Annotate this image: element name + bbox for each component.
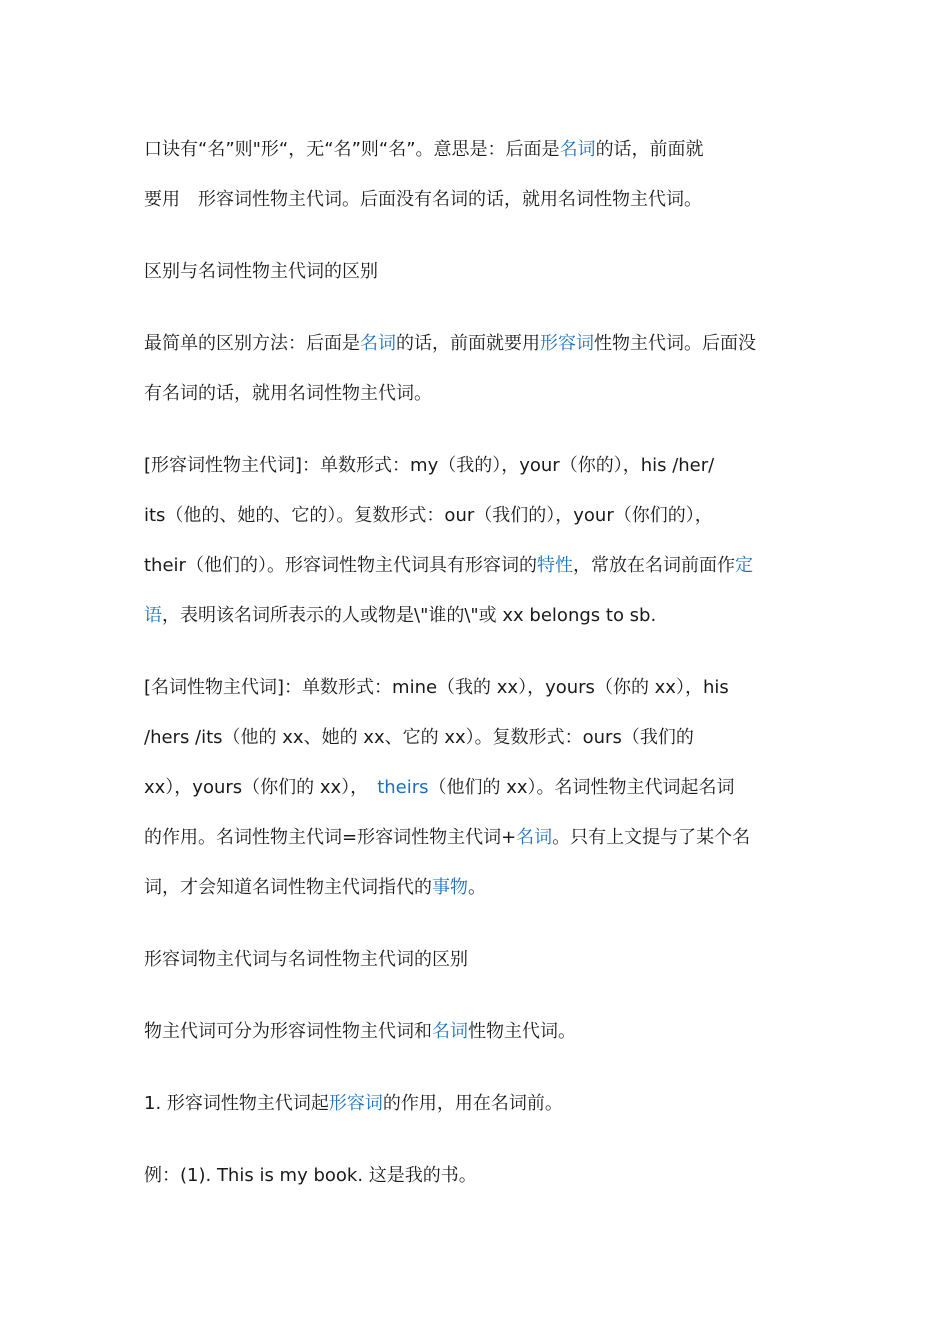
document-page — [144, 125, 809, 1223]
text-segment: 区别与名词性物主代词的区别 — [144, 261, 378, 282]
text-line — [144, 319, 809, 369]
text-line — [144, 713, 809, 763]
text-segment: xx），yours（你们的 xx）， — [144, 777, 378, 798]
text-segment: 形容词物主代词与名词性物主代词的区别 — [144, 949, 468, 970]
hyperlink[interactable]: theirs — [377, 777, 429, 798]
text-segment: /hers /its（他的 xx、她的 xx、它的 xx）。复数形式：ours（我们的 — [144, 727, 694, 748]
text-segment: 词，才会知道名词性物主代词指代的 — [144, 877, 432, 898]
text-segment: [形容词性物主代词]：单数形式：my（我的），your（你的），his /her/ — [144, 455, 715, 476]
text-line — [144, 591, 809, 641]
text-line — [144, 369, 809, 419]
paragraph — [144, 935, 809, 985]
hyperlink[interactable]: 特性 — [536, 555, 573, 576]
text-segment: its（他的、她的、它的）。复数形式：our（我们的），your（你们的）， — [144, 505, 713, 526]
text-line — [144, 541, 809, 591]
text-line — [144, 663, 809, 713]
text-segment: ，表明该名词所表示的人或物是\"谁的\"或 xx belongs to sb. — [162, 605, 657, 626]
text-segment: 的话，前面就要用 — [396, 333, 540, 354]
text-segment: 的作用。名词性物主代词=形容词性物主代词+ — [144, 827, 517, 848]
text-line — [144, 247, 809, 297]
hyperlink[interactable]: 名词 — [516, 827, 553, 848]
text-segment: ，常放在名词前面作 — [572, 555, 735, 576]
text-segment: 物主代词可分为形容词性物主代词和 — [144, 1021, 432, 1042]
text-segment: 。只有上文提与了某个名 — [552, 827, 751, 848]
paragraph — [144, 441, 809, 641]
text-segment: 1. 形容词性物主代词起 — [144, 1093, 329, 1114]
paragraph — [144, 1007, 809, 1057]
text-line — [144, 935, 809, 985]
text-segment: 例：(1). This is my book. 这是我的书。 — [144, 1165, 477, 1186]
text-line — [144, 763, 809, 813]
text-segment: 。 — [468, 877, 486, 898]
text-segment: 的作用，用在名词前。 — [382, 1093, 563, 1114]
text-segment: [名词性物主代词]：单数形式：mine（我的 xx），yours（你的 xx），his — [144, 677, 729, 698]
paragraph — [144, 1079, 809, 1129]
text-line — [144, 125, 809, 175]
text-line — [144, 1151, 809, 1201]
text-segment: 要用 形容词性物主代词。后面没有名词的话，就用名词性物主代词。 — [144, 189, 702, 210]
text-line — [144, 813, 809, 863]
text-segment: 的话，前面就 — [595, 139, 704, 160]
paragraph — [144, 247, 809, 297]
hyperlink[interactable]: 定 — [734, 555, 753, 576]
hyperlink[interactable]: 名词 — [559, 139, 596, 160]
paragraph — [144, 1151, 809, 1201]
text-line — [144, 1079, 809, 1129]
hyperlink[interactable]: 形容词 — [540, 333, 594, 354]
hyperlink[interactable]: 名词 — [360, 333, 396, 354]
text-line — [144, 863, 809, 913]
text-segment: their（他们的）。形容词性物主代词具有形容词的 — [144, 555, 537, 576]
hyperlink[interactable]: 名词 — [432, 1021, 468, 1042]
text-segment: 性物主代词。 — [468, 1021, 576, 1042]
paragraph — [144, 125, 809, 225]
text-segment: 有名词的话，就用名词性物主代词。 — [144, 383, 432, 404]
paragraph — [144, 663, 809, 913]
hyperlink[interactable]: 事物 — [432, 877, 468, 898]
paragraph — [144, 319, 809, 419]
text-line — [144, 175, 809, 225]
text-line — [144, 441, 809, 491]
hyperlink[interactable]: 语 — [144, 605, 162, 626]
text-segment: 口诀有“名”则"形“，无“名”则“名”。意思是：后面是 — [144, 139, 560, 160]
text-segment: 最简单的区别方法：后面是 — [144, 333, 360, 354]
text-line — [144, 1007, 809, 1057]
hyperlink[interactable]: 形容词 — [328, 1093, 383, 1114]
text-line — [144, 491, 809, 541]
text-segment: （他们的 xx）。名词性物主代词起名词 — [428, 777, 735, 798]
text-segment: 性物主代词。后面没 — [594, 333, 756, 354]
